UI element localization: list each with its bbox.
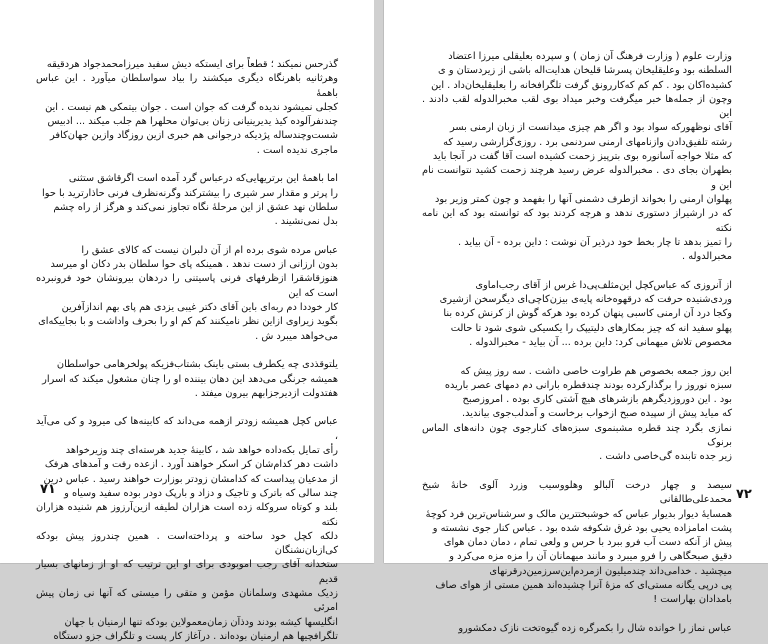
page-gutter <box>374 0 384 563</box>
right-page-text: وزارت علوم ( وزارت فرهنگ آن زمان ) و سپرده بعلیقلی میرزا اعتضاد السلطنه بود وعلیقلیخان پسرشا قلیخان هدایت‌اله باشی از زیردستان و ی کشیده‌اکان بود . کم کم که‌کاررونق گرفت تلگرافخانه را بعلیقلیخان‌داد . این وچون از جمله‌ها خبر میگرفت وخبر میداد بوی لقب مخبرالدوله لقب دادند . این آقای نوظهورکه سواد بود و اگر هم چیزی میدانست از زبان ارمنی بسر رشته تلفیق‌دادن وازنامهای ارمنی سردنمی برد . روزی‌گزارشی رسید که که مثلا خواجه آسانوره بوی بترپیز زحمت کشیده است آقا گفت در آنجا باید بطهران بجای دی . مخبرالدوله عرض رسید هرچند زحمت کشید نتوانست نام این و پهلوان ارمنی را بخواند ازطرف دشمنی آنها را بفهمد و چون کمتر وزیر بود که در ارشیراز دستوری ندهد و هرچه کردند بود که توانسته بود که این نامه نکته را تمیز بدهد تا چار بخط خود درذیر آن نوشت : داین برده - آن بیاید . مخبرالدوله . از آنروزی که عباس‌کچل این‌مثلف‌پی‌دا غرس از آقای رجب‌اماوی وردی‌شنیده حرفت که درقهوه‌خانه پایه‌ی بیزن‌کاچی‌ای دیگرسخن ازشیری وکجا درد آن ارمنی کاسبی پنهان کرده بود هرکه گوش از کرنش کرده بنا پهلو سفید انه که چیز بمکارهای دلیتیپک را یکسیکی شوی شود تا حالت مخصوص تلاش میهمانی کرد: داین برده ... آن بیاید - مخبرالدوله . این روز جمعه بخصوص هم طراوت خاصی داشت . سه روز پیش که سبزه نوروز را برگذارکرده بودند چندقطره بارانی دم دمهای عصر باریده بود . این دوروزدیگرهم بازشرهای هیچ آشتی کاری بوده . امروزصبح که میاید پیش از سپیده صبح ازخواب برخاست و آمدلب‌جوی بیاندید. نمازی بگرد چند قطره مشبنموی سبزه‌های کنارجوی چون دانه‌های الماس برنوک زیر جده تابنده گی‌خاصی داشت . سیصد و چهار درخت آلبالو وهلووسیب وزرد آلوی خانهٔ شیخ محمدعلی‌طالقانی همسایهٔ دیوار بدیوار عباس که خوشبختترین مالک و سرشناس‌ترین فرد کوچهٔ پشت امامزاده یحیی بود غرق شکوفه شده بود . عباس کنار جوی نشسته و پیش از آنکه دست آب فرو ببرد با حرس و ولعی تمام ، دمان دمان هوای دقیق صبحگاهی را فرو میبرد و مانند میهمانان آن را مزه مزه می‌کرد و میچشید . خدامی‌داند چندمیلیون ازمردم‌این‌سرزمین‌در‌قرنهای پی‌ درپی یگانه مستی‌ای که مزهٔ آنرا چشیده‌اند همین مستی از هوای صاف بامدادان بهاراست ! عباس نماز را خوانده شال را بکمرگره زده گیوه‌تخت نازک دمکشورو <box>422 51 732 634</box>
right-page <box>384 0 768 634</box>
left-page-text: گذرحس نمیکند ؛ قطعاً برای ایستکه دیش سفید میرزامحمدجواد هردقیقه وهرثانیه باهرنگاه دیگری میکشند را بیاد سواسلطان میآورد . این عباس باهمهٔ کجلی نمیشود ندیده گرفت که جوان است . جوان بیتمکی هم نیست . این چندنفرآلوده کیذ یدیرینیانی زنان بی‌توان محلهرا هم جلب میکند ... ادبیس شست‌وچندساله پژدیکه درجوانی هم خبری ازین روزگاد وازین جهان‌کافر ماجری ندیده است . اما باهمهٔ این برتریهایی‌که درعباس گرد آمده است اگرقاشق ستثنی را پرتر و مقدار سر شیری را بیشترکند وگرنه‌نظرف فرنی حاذارترید با حوا سلطان نهد عشق از این مرحلهٔ نگاه تجاوز نمی‌کند و هرگز از راه چشم بدل نمی‌نشیند . عباس مرده شوی برده ام از آن دلبران نیست که کالای عشق را بدون ارزانی از دست ندهد . همینکه پای حوا سلطان بدر دکان او میرسد هنوزقاشقرا ازظرفهای فرنی پاسیتنی را دردهان بیرونشان خود فرونبرده است که این کار خوددا دم ربه‌ای باین آقای دکتر غیبی یزدی هم پای بهم اندازآفرین بگوید زیراوی ازاین نظر نامیکنند کم کم او را بحرف واداشت و با بجاییکه‌ای می‌خواهد میبرد ش . یلتوقذدی چه یکطرف بستی باینک بشتاب‌فزیکه پولخرهامی حواسلطان همیشه جرنگی می‌دهد این دهان بیننده او را چنان مشغول میکند که اسرار هفتدولت ازدیرجزابهم بیرون میفتد . عباس کچل همیشه زودتر ازهمه می‌داند که کابینه‌ها کی میرود و کی می‌آید ، رأی تمایل بکه‌داده خواهد شد ، کابینهٔ جدید هرسته‌ای چند وزیرخواهد داشت دهر کدام‌شان کر اسکر خواهند آورد . ازعده رفت و آمدهای هرفک از مدعیان پیداست که کدامشان زودتر بوزارت خواهند رسید . عباس درین چند سالی که باترک و تاجیک و دزاد و بارپک دودر بوده سفید وسیاه و بلند و کوتاه سروکله زده است هزاران لطیفه ازین‌آرزوز هم شنیده هزاران نکته دلکه کچل خود ساخته و پرداخته‌است . همین چندروز پیش بودکه کی‌ازبان‌نشنگان ستخدانه آقای رجب اموبودی برای او این ‌ترتیب که او از زمانهای بسیار قدیم زدیک مشهدی وسلمانان مؤمن و متقی را میستی که آنها نی زمان پیش امرئی انگلیسها کیشه بودند ودذآن زمان‌معمولاین بودکه تنها ارمنیان با جهان تلگرافچیها هم ارمنیان بوده‌اند . درآغاز کار پست و تلگراف جزو دستگاه <box>36 59 338 642</box>
left-page-number: ۷۱ <box>40 482 56 497</box>
right-page-number: ۷۲ <box>736 487 752 502</box>
left-page <box>0 0 374 642</box>
